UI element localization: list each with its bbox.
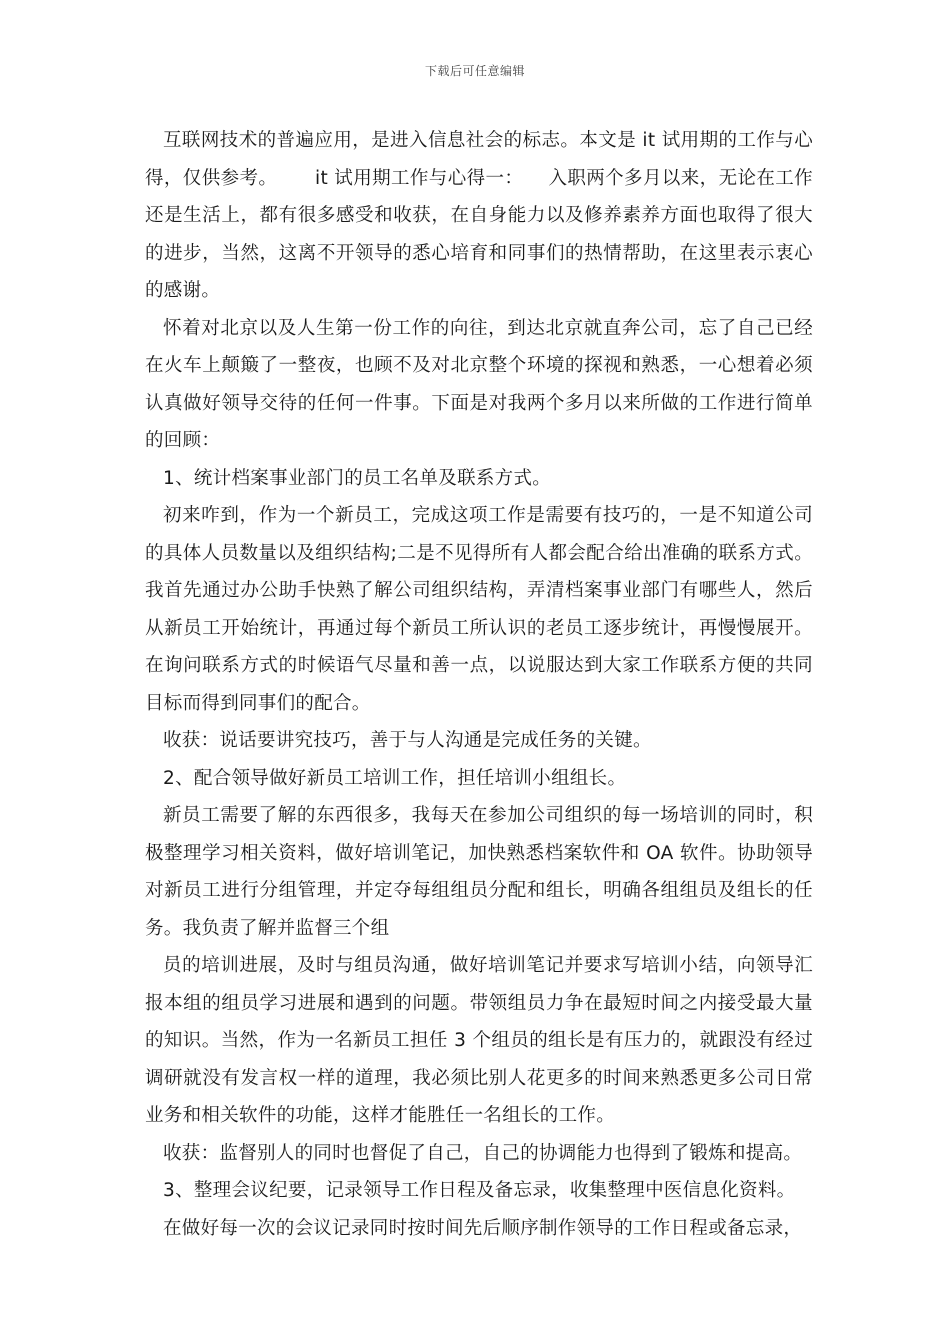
paragraph-item-2-gain: 收获：监督别人的同时也督促了自己，自己的协调能力也得到了锻炼和提高。: [163, 1142, 803, 1164]
page-header-note: 下载后可任意编辑: [424, 64, 525, 78]
paragraph-item-2-body: 新员工需要了解的东西很多，我每天在参加公司组织的每一场培训的同时，积极整理学习相关资料，做好培训笔记，加快熟悉档案软件和 OA 软件。协助领导对新员工进行分组管理，并定夺每组组员分配和组长，明确各组组员及组长的任务。我负责了解并监督三个组: [145, 805, 813, 939]
paragraph-item-1-gain: 收获：说话要讲究技巧，善于与人沟通是完成任务的关键。: [163, 730, 652, 751]
paragraph-item-1-body: 初来咋到，作为一个新员工，完成这项工作是需要有技巧的，一是不知道公司的具体人员数量以及组织结构;二是不见得所有人都会配合给出准确的联系方式。我首先通过办公助手快熟了解公司组织结构，弄清档案事业部门有哪些人，然后从新员工开始统计，再通过每个新员工所认识的老员工逐步统计，再慢慢展开。在询问联系方式的时候语气尽量和善一点，以说服达到大家工作联系方便的共同目标而得到同事们的配合。: [145, 505, 813, 714]
paragraph-arrival: 怀着对北京以及人生第一份工作的向往，到达北京就直奔公司，忘了自己已经在火车上颠簸了一整夜，也顾不及对北京整个环境的探视和熟悉，一心想着必须认真做好领导交待的任何一件事。下面是对我两个多月以来所做的工作进行简单的回顾：: [145, 317, 813, 451]
paragraph-item-2-body-cont: 员的培训进展，及时与组员沟通，做好培训笔记并要求写培训小结，向领导汇报本组的组员学习进展和遇到的问题。带领组员力争在最短时间之内接受最大量的知识。当然，作为一名新员工担任 3 个组员的组长是有压力的，就跟没有经过调研就没有发言权一样的道理，我必须比别人花更多的时间来熟悉更多公司日常业务和相关软件的功能，这样才能胜任一名组长的工作。: [145, 955, 813, 1126]
paragraph-item-3-heading: 3、整理会议纪要，记录领导工作日程及备忘录，收集整理中医信息化资料。: [163, 1180, 796, 1201]
paragraph-item-3-body: 在做好每一次的会议记录同时按时间先后顺序制作领导的工作日程或备忘录，: [163, 1217, 803, 1239]
document-body: [145, 122, 813, 1247]
paragraph-intro: 互联网技术的普遍应用，是进入信息社会的标志。本文是 it 试用期的工作与心得，仅供参考。 it 试用期工作与心得一： 入职两个多月以来，无论在工作还是生活上，都有很多感受和收获，在自身能力以及修养素养方面也取得了很大的进步，当然，这离不开领导的悉心培育和同事们的热情帮助，在这里表示衷心的感谢。: [145, 130, 813, 301]
paragraph-item-2-heading: 2、配合领导做好新员工培训工作，担任培训小组组长。: [163, 767, 627, 789]
paragraph-item-1-heading: 1、统计档案事业部门的员工名单及联系方式。: [163, 467, 552, 489]
